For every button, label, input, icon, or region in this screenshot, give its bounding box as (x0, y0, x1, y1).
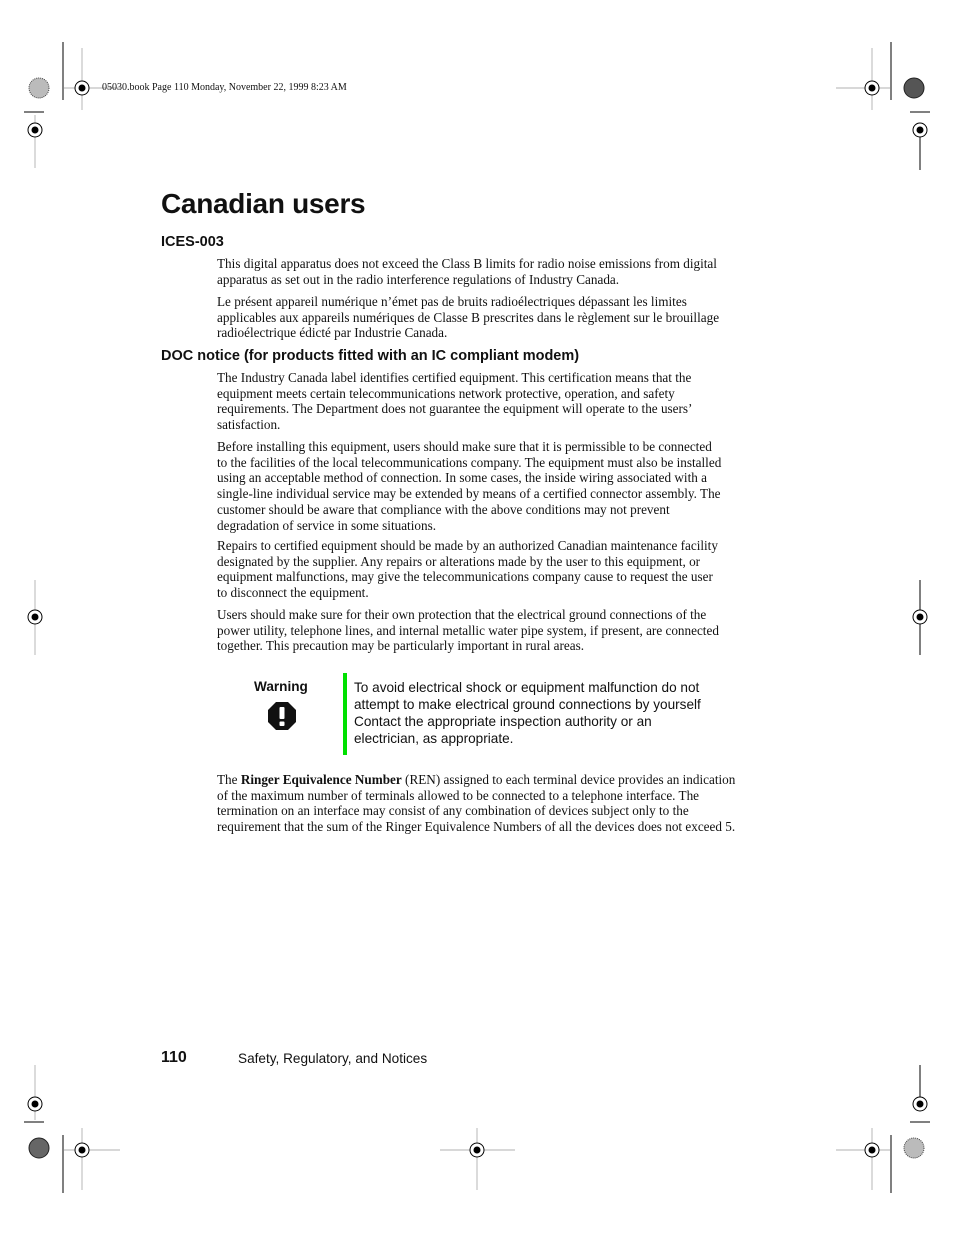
text-line: to the facilities of the local telecommunications company. The equipment must also be installed (217, 454, 722, 470)
text-line: This digital apparatus does not exceed the Class B limits for radio noise emissions from digital (217, 256, 717, 271)
warning-text (354, 679, 701, 747)
text-line: degradation of service in some situations. (217, 517, 437, 533)
paragraph-ices-fr (217, 294, 719, 341)
text-line: electrician, as appropriate. (354, 731, 514, 746)
paragraph-doc-1 (217, 370, 692, 433)
text-line: satisfaction. (217, 417, 281, 433)
text-line: Users should make sure for their own protection that the electrical ground connections of the (217, 607, 707, 622)
text-line: equipment malfunctions, may give the telecommunications company cause to request the user (217, 569, 713, 585)
text-line: single-line individual service may be extended by means of a certified connector assembly. The (217, 486, 721, 502)
section-heading-ices: ICES-003 (161, 234, 224, 250)
text-line: Repairs to certified equipment should be made by an authorized Canadian maintenance facility (217, 538, 718, 553)
section-heading-doc: DOC notice (for products fitted with an IC compliant modem) (161, 348, 580, 364)
text-fragment: (REN) assigned to each terminal device provides an indication (401, 772, 736, 787)
text-line: power utility, telephone lines, and internal metallic water pipe system, if present, are connected (217, 622, 719, 638)
text-line: Le présent appareil numérique n’émet pas de bruits radioélectriques dépassant les limites (217, 294, 687, 309)
print-slug: 05030.book Page 110 Monday, November 22, 1999 8:23 AM (102, 82, 347, 93)
text-line: using an acceptable method of connection. In some cases, the inside wiring associated with a (217, 470, 707, 486)
text-line: apparatus as set out in the radio interference regulations of Industry Canada. (217, 271, 620, 287)
text-line: to disconnect the equipment. (217, 585, 369, 601)
text-line: Contact the appropriate inspection authority or an (354, 714, 652, 729)
text-line: equipment meets certain telecommunications network protective, operation, and safety (217, 385, 675, 401)
text-line: To avoid electrical shock or equipment malfunction do not (354, 680, 700, 695)
text-line: The Industry Canada label identifies certified equipment. This certification means that the (217, 370, 692, 385)
text-line: of the maximum number of terminals allowed to be connected to a telephone interface. The (217, 787, 700, 803)
paragraph-ren (217, 772, 735, 835)
text-fragment: The (217, 772, 241, 787)
text-line: applicables aux appareils numériques de Classe B prescrites dans le règlement sur le brouillage (217, 309, 720, 325)
text-line: radioélectrique édicté par Industrie Canada. (217, 325, 448, 341)
text-line: attempt to make electrical ground connections by yourself (354, 697, 701, 712)
page-number: 110 (161, 1049, 187, 1066)
text-line: together. This precaution may be particularly important in rural areas. (217, 638, 585, 654)
paragraph-doc-2 (217, 439, 721, 533)
text-line: termination on an interface may consist of any combination of devices subject only to the (217, 803, 689, 819)
paragraph-ices-en (217, 256, 717, 287)
warning-label: Warning (254, 679, 308, 694)
warning-octagon-icon (267, 701, 297, 731)
text-line: customer should be aware that compliance with the above conditions may not prevent (217, 501, 670, 517)
footer-chapter: Safety, Regulatory, and Notices (238, 1051, 428, 1066)
paragraph-doc-4 (217, 607, 719, 654)
page-title: Canadian users (161, 188, 366, 219)
text-line: Before installing this equipment, users should make sure that it is permissible to be connected (217, 439, 712, 454)
ren-term: Ringer Equivalence Number (240, 772, 402, 787)
text-line: designated by the supplier. Any repairs or alterations made by the user to this equipment, or (217, 553, 701, 569)
paragraph-doc-3 (217, 538, 718, 601)
warning-accent-bar (343, 673, 347, 755)
text-line: requirement that the sum of the Ringer Equivalence Numbers of all the devices does not exceed 5. (217, 819, 736, 835)
text-line: requirements. The Department does not guarantee the equipment will operate to the users’ (217, 401, 693, 417)
text-line (217, 772, 735, 788)
